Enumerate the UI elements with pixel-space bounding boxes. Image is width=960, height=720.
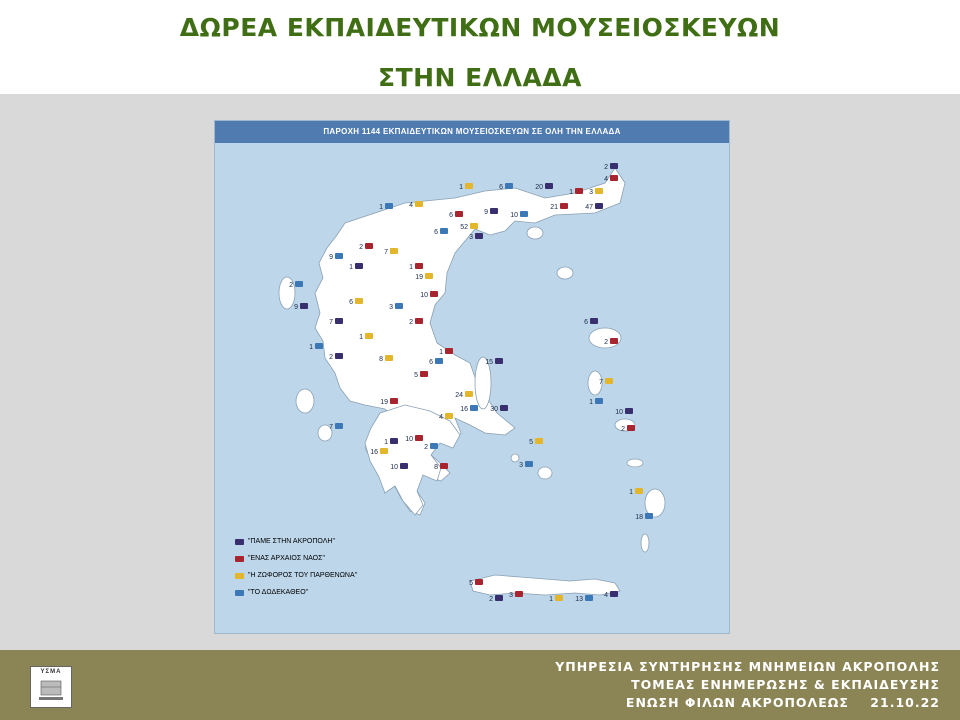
kit-icon (585, 595, 593, 601)
kit-count-label: 10 (390, 464, 398, 471)
kit-icon (400, 463, 408, 469)
kit-icon (335, 318, 343, 324)
legend-item (235, 550, 435, 567)
kit-count-label: 47 (585, 204, 593, 211)
kit-icon (470, 223, 478, 229)
kit-marker (485, 358, 503, 366)
kit-count-label: 10 (420, 292, 428, 299)
kit-marker (519, 461, 533, 469)
kit-marker (635, 513, 653, 521)
kit-count-label: 6 (499, 184, 503, 191)
kit-icon (300, 303, 308, 309)
kit-count-label: 2 (329, 354, 333, 361)
kit-marker (459, 183, 473, 191)
kit-count-label: 8 (434, 464, 438, 471)
kit-icon (610, 175, 618, 181)
karpathos-shape (641, 534, 649, 552)
kit-marker (509, 591, 523, 599)
kit-icon (575, 188, 583, 194)
kit-marker (584, 318, 598, 326)
kit-count-label: 1 (409, 264, 413, 271)
kit-count-label: 5 (414, 372, 418, 379)
legend-label: "ΠΑΜΕ ΣΤΗΝ ΑΚΡΟΠΟΛΗ" (248, 538, 335, 545)
kit-icon (490, 208, 498, 214)
kit-count-label: 1 (589, 399, 593, 406)
slide-stage (0, 94, 960, 650)
kit-icon (535, 438, 543, 444)
kit-marker (575, 595, 593, 603)
kit-marker (294, 303, 308, 311)
kit-count-label: 6 (449, 212, 453, 219)
kit-icon (385, 203, 393, 209)
kit-icon (365, 333, 373, 339)
kit-count-label: 30 (490, 406, 498, 413)
mainland-greece-shape (315, 168, 625, 515)
kit-count-label: 9 (484, 209, 488, 216)
kit-purple-icon (235, 539, 244, 545)
kit-count-label: 2 (604, 164, 608, 171)
kit-icon (595, 203, 603, 209)
kit-count-label: 1 (549, 596, 553, 603)
kit-count-label: 6 (349, 299, 353, 306)
kit-icon (500, 405, 508, 411)
kit-yellow-icon (235, 573, 244, 579)
kit-icon (430, 443, 438, 449)
kit-blue-icon (235, 590, 244, 596)
kit-icon (415, 263, 423, 269)
kit-icon (595, 188, 603, 194)
kit-icon (355, 298, 363, 304)
kit-icon (415, 435, 423, 441)
kit-count-label: 16 (370, 449, 378, 456)
kit-count-label: 9 (329, 254, 333, 261)
kit-count-label: 10 (510, 212, 518, 219)
kit-icon (515, 591, 523, 597)
kit-marker (469, 233, 483, 241)
kit-icon (590, 318, 598, 324)
kit-icon (425, 273, 433, 279)
kit-icon (635, 488, 643, 494)
kit-count-label: 1 (349, 264, 353, 271)
rhodes-shape (645, 489, 665, 517)
kit-count-label: 19 (415, 274, 423, 281)
thassos-shape (527, 227, 543, 239)
logo-image-icon (31, 667, 71, 707)
kit-count-label: 16 (460, 406, 468, 413)
kit-icon (365, 243, 373, 249)
kit-marker (309, 343, 323, 351)
kit-icon (435, 358, 443, 364)
kit-count-label: 2 (621, 426, 625, 433)
kit-count-label: 4 (604, 592, 608, 599)
kit-marker (490, 405, 508, 413)
kit-count-label: 7 (329, 424, 333, 431)
kit-icon (465, 183, 473, 189)
kit-count-label: 2 (359, 244, 363, 251)
kit-icon (610, 338, 618, 344)
kit-icon (335, 423, 343, 429)
greece-map-panel (214, 120, 730, 634)
kit-count-label: 3 (469, 234, 473, 241)
kit-icon (390, 438, 398, 444)
kit-count-label: 2 (424, 444, 428, 451)
kit-icon (505, 183, 513, 189)
kit-count-label: 1 (459, 184, 463, 191)
kit-count-label: 7 (329, 319, 333, 326)
kit-marker (489, 595, 503, 603)
kit-icon (440, 463, 448, 469)
kit-count-label: 1 (359, 334, 363, 341)
kit-count-label: 52 (460, 224, 468, 231)
kit-icon (335, 353, 343, 359)
kit-count-label: 1 (629, 489, 633, 496)
kit-count-label: 19 (380, 399, 388, 406)
kit-icon (610, 163, 618, 169)
kit-icon (495, 358, 503, 364)
kit-count-label: 1 (309, 344, 313, 351)
kit-marker (329, 423, 343, 431)
kit-count-label: 1 (439, 349, 443, 356)
kit-icon (470, 405, 478, 411)
kit-icon (395, 303, 403, 309)
kit-count-label: 6 (434, 229, 438, 236)
kit-marker (599, 378, 613, 386)
legend-label: "ΤΟ ΔΩΔΕΚΑΘΕΟ" (248, 589, 309, 596)
kit-icon (445, 413, 453, 419)
kit-count-label: 4 (439, 414, 443, 421)
kit-icon (595, 398, 603, 404)
footer-credits (555, 658, 940, 712)
kit-count-label: 18 (635, 514, 643, 521)
kit-icon (495, 595, 503, 601)
kit-count-label: 10 (615, 409, 623, 416)
kit-count-label: 7 (599, 379, 603, 386)
kefalonia-shape (296, 389, 314, 413)
kit-count-label: 20 (535, 184, 543, 191)
kit-marker (549, 595, 563, 603)
kit-red-icon (235, 556, 244, 562)
kit-marker (621, 425, 635, 433)
kit-icon (520, 211, 528, 217)
kit-count-label: 2 (489, 596, 493, 603)
kit-count-label: 9 (294, 304, 298, 311)
legend-label: "ΕΝΑΣ ΑΡΧΑΙΟΣ ΝΑΟΣ" (248, 555, 325, 562)
peloponnese-shape (365, 405, 460, 515)
kit-icon (385, 355, 393, 361)
kit-icon (555, 595, 563, 601)
kit-count-label: 24 (455, 392, 463, 399)
map-header: ΠΑΡΟΧΗ 1144 ΕΚΠΑΙΔΕΥΤΙΚΩΝ ΜΟΥΣΕΙΟΣΚΕΥΩΝ ΣΕ ΟΛΗ ΤΗΝ ΕΛΛΑΔΑ (215, 121, 729, 143)
kit-icon (355, 263, 363, 269)
kit-count-label: 6 (429, 359, 433, 366)
kit-icon (390, 398, 398, 404)
slide-title-line-2: ΣΤΗΝ ΕΛΛΑΔΑ (378, 63, 582, 92)
ysma-logo (30, 666, 72, 708)
kit-icon (335, 253, 343, 259)
kit-count-label: 1 (379, 204, 383, 211)
map-legend (235, 533, 435, 601)
kit-icon (430, 291, 438, 297)
kit-icon (455, 211, 463, 217)
kit-icon (420, 371, 428, 377)
kit-icon (415, 318, 423, 324)
logo-text: ΥΣΜΑ (40, 669, 62, 675)
kit-count-label: 4 (604, 176, 608, 183)
kit-count-label: 21 (550, 204, 558, 211)
slide-footer (0, 650, 960, 720)
kit-count-label: 8 (379, 356, 383, 363)
kit-count-label: 2 (409, 319, 413, 326)
kit-count-label: 5 (529, 439, 533, 446)
kit-icon (475, 233, 483, 239)
kit-count-label: 1 (384, 439, 388, 446)
kit-marker (604, 591, 618, 599)
kit-count-label: 6 (584, 319, 588, 326)
kit-icon (610, 591, 618, 597)
legend-item (235, 584, 435, 601)
kit-count-label: 2 (289, 282, 293, 289)
crete-shape (470, 575, 620, 595)
kit-icon (390, 248, 398, 254)
syros-shape (511, 454, 519, 462)
kit-marker (589, 398, 603, 406)
kit-icon (415, 201, 423, 207)
kit-icon (525, 461, 533, 467)
kit-icon (625, 408, 633, 414)
kit-count-label: 3 (389, 304, 393, 311)
kit-icon (645, 513, 653, 519)
kit-count-label: 5 (469, 580, 473, 587)
kit-count-label: 3 (519, 462, 523, 469)
kit-count-label: 15 (485, 359, 493, 366)
slide-title-line-1: ΔΩΡΕΑ ΕΚΠΑΙΔΕΥΤΙΚΩΝ ΜΟΥΣΕΙΟΣΚΕΥΩΝ (179, 13, 781, 42)
kos-shape (627, 459, 643, 467)
kit-icon (465, 391, 473, 397)
kit-marker (535, 183, 553, 191)
slide-title-area (0, 0, 960, 94)
kit-icon (605, 378, 613, 384)
kit-icon (295, 281, 303, 287)
kit-count-label: 4 (409, 202, 413, 209)
kit-icon (380, 448, 388, 454)
kit-marker (615, 408, 633, 416)
kit-count-label: 13 (575, 596, 583, 603)
footer-line-2: ΤΟΜΕΑΣ ΕΝΗΜΕΡΩΣΗΣ & ΕΚΠΑΙΔΕΥΣΗΣ (631, 677, 940, 692)
kit-icon (440, 228, 448, 234)
kit-icon (445, 348, 453, 354)
footer-line-1: ΥΠΗΡΕΣΙΑ ΣΥΝΤΗΡΗΣΗΣ ΜΝΗΜΕΙΩΝ ΑΚΡΟΠΟΛΗΣ (555, 659, 940, 674)
kit-count-label: 3 (589, 189, 593, 196)
kit-count-label: 1 (569, 189, 573, 196)
kit-marker (529, 438, 543, 446)
kit-icon (475, 579, 483, 585)
kit-icon (560, 203, 568, 209)
kit-icon (627, 425, 635, 431)
kit-count-label: 10 (405, 436, 413, 443)
kit-icon (545, 183, 553, 189)
kit-count-label: 7 (384, 249, 388, 256)
legend-label: "Η ΖΩΦΟΡΟΣ ΤΟΥ ΠΑΡΘΕΝΩΝΑ" (248, 572, 358, 579)
kit-marker (289, 281, 303, 289)
kit-icon (315, 343, 323, 349)
naxos-shape (538, 467, 552, 479)
lemnos-shape (557, 267, 573, 279)
kit-count-label: 2 (604, 339, 608, 346)
legend-item (235, 533, 435, 550)
kit-marker (629, 488, 643, 496)
kit-count-label: 3 (509, 592, 513, 599)
legend-item (235, 567, 435, 584)
footer-line-3: ΕΝΩΣΗ ΦΙΛΩΝ ΑΚΡΟΠΟΛΕΩΣ 21.10.22 (625, 695, 940, 710)
